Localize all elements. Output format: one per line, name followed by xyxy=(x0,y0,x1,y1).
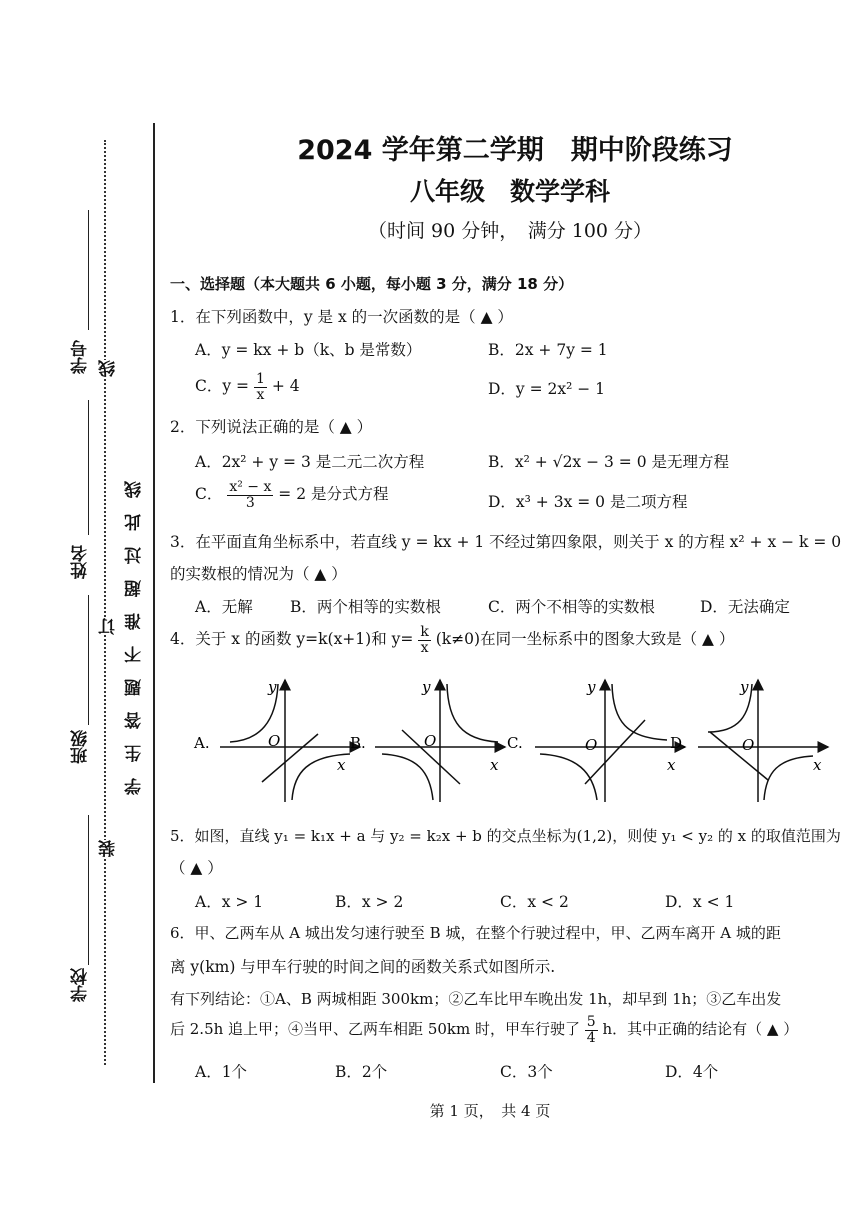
q2-option-d: D．x³ + 3x = 0 是二项方程 xyxy=(488,493,688,511)
graph-c-hyperbola-q1 xyxy=(612,684,667,740)
class-underline xyxy=(88,595,89,725)
q6-frac-num: 5 xyxy=(586,1014,596,1030)
graph-a xyxy=(193,678,360,802)
q5-stem: 5．如图，直线 y₁ = k₁x + a 与 y₂ = k₂x + b 的交点坐标为(1,2)，则使 y₁ < y₂ 的 x 的取值范围为 xyxy=(170,827,841,845)
graph-c-label: C. xyxy=(507,734,523,752)
exam-subtitle: 八年级 数学学科 xyxy=(409,177,610,206)
school-label: 学校 xyxy=(71,968,91,1002)
graph-c-x-label: x xyxy=(667,756,676,774)
time-info: （时间 90 分钟， 满分 100 分） xyxy=(367,220,653,242)
exam-title: 2024 学年第二学期 期中阶段练习 xyxy=(297,135,733,166)
q3-option-d: D．无法确定 xyxy=(700,598,790,616)
q3-option-b: B．两个相等的实数根 xyxy=(290,598,441,616)
q2-c-suffix: = 2 是分式方程 xyxy=(278,485,389,504)
graph-a-x-label: x xyxy=(337,756,346,774)
q6-line-2: 离 y(km) 与甲车行驶的时间之间的函数关系式如图所示. xyxy=(170,958,556,976)
q6-option-d: D．4个 xyxy=(665,1063,719,1081)
graph-d-label: D. xyxy=(670,734,687,752)
graph-a-origin-label: O xyxy=(268,732,281,750)
q3-stem: 3．在平面直角坐标系中，若直线 y = kx + 1 不经过第四象限，则关于 x 的方程 x² + x − k = 0 xyxy=(170,533,842,551)
q2-c-fraction xyxy=(227,480,273,510)
binding-notice: 学生答题不准超过此线 xyxy=(125,465,145,795)
graph-b-y-label: y xyxy=(422,678,431,696)
q5-option-a: A．x > 1 xyxy=(195,893,264,911)
q1-c-prefix: C．y = xyxy=(195,377,250,396)
q6-option-b: B．2个 xyxy=(335,1063,388,1081)
graph-c-origin-label: O xyxy=(585,736,598,754)
graph-d xyxy=(670,678,828,802)
q4-graphs xyxy=(180,672,840,812)
q1-option-b: B．2x + 7y = 1 xyxy=(488,341,608,359)
graph-b-origin-label: O xyxy=(424,732,437,750)
q6-option-c: C．3个 xyxy=(500,1063,553,1081)
student-id-underline xyxy=(88,210,89,330)
graph-d-x-label: x xyxy=(813,756,822,774)
graph-d-origin-label: O xyxy=(742,736,755,754)
name-underline xyxy=(88,400,89,535)
q2-option-c xyxy=(195,480,389,510)
dotted-cut-line xyxy=(104,140,106,1065)
q1-option-c xyxy=(195,372,300,402)
graph-b xyxy=(350,678,505,802)
graph-a-label: A. xyxy=(194,734,210,752)
q2-option-b: B．x² + √2x − 3 = 0 是无理方程 xyxy=(488,453,729,471)
student-id-label: 学号 xyxy=(71,340,91,374)
q6-frac-den: 4 xyxy=(586,1029,596,1046)
q4-frac-num: k xyxy=(420,624,429,640)
q6-line-1: 6．甲、乙两车从 A 城出发匀速行驶至 B 城，在整个行驶过程中，甲、乙两车离开 A 城的距 xyxy=(170,924,781,942)
q1-c-suffix: + 4 xyxy=(271,377,300,396)
q1-stem: 1．在下列函数中，y 是 x 的一次函数的是（ ▲ ） xyxy=(170,308,513,326)
q1-option-a: A．y = kx + b（k、b 是常数） xyxy=(195,341,422,359)
q1-c-num: 1 xyxy=(255,371,265,387)
graph-d-line xyxy=(710,732,768,780)
q6-fraction xyxy=(585,1015,598,1045)
graph-a-y-label: y xyxy=(268,678,277,696)
q4-fraction xyxy=(418,625,430,655)
q2-c-num: x² − x xyxy=(229,479,272,495)
graph-c-y-label: y xyxy=(587,678,596,696)
section-heading: 一、选择题（本大题共 6 小题，每小题 3 分，满分 18 分） xyxy=(170,275,574,293)
q2-option-a: A．2x² + y = 3 是二元二次方程 xyxy=(195,453,425,471)
q6-line-4-prefix: 后 2.5h 追上甲；④当甲、乙两车相距 50km 时，甲车行驶了 xyxy=(170,1020,580,1039)
graph-d-y-label: y xyxy=(740,678,749,696)
q6-option-a: A．1个 xyxy=(195,1063,248,1081)
q5-option-d: D．x < 1 xyxy=(665,893,735,911)
q6-line-4 xyxy=(170,1015,798,1045)
q1-c-fraction xyxy=(254,372,267,402)
graph-b-label: B. xyxy=(350,734,366,752)
graph-b-hyperbola-q3 xyxy=(382,754,433,800)
q1-c-den: x xyxy=(256,386,265,403)
binding-order-label: 订 xyxy=(96,618,121,635)
q4-frac-den: x xyxy=(420,639,429,656)
q4-stem-suffix: (k≠0)在同一坐标系中的图象大致是（ ▲ ） xyxy=(435,630,735,649)
q3-option-a: A．无解 xyxy=(195,598,253,616)
q1-option-d: D．y = 2x² − 1 xyxy=(488,380,606,398)
margin-separator-line xyxy=(153,123,155,1083)
class-label: 班级 xyxy=(71,730,91,764)
q6-line-3: 有下列结论：①A、B 两城相距 300km；②乙车比甲车晚出发 1h，却早到 1h；③乙车出发 xyxy=(170,990,782,1008)
q4-stem-prefix: 4．关于 x 的函数 y=k(x+1)和 y= xyxy=(170,630,414,649)
name-label: 姓名 xyxy=(71,545,91,579)
q2-c-den: 3 xyxy=(245,494,255,511)
school-underline xyxy=(88,815,89,965)
graph-b-hyperbola-q1 xyxy=(447,684,498,742)
q5-option-b: B．x > 2 xyxy=(335,893,404,911)
binding-line-label: 线 xyxy=(96,360,121,377)
binding-bind-label: 装 xyxy=(96,840,121,857)
graph-b-x-label: x xyxy=(490,756,499,774)
q5-option-c: C．x < 2 xyxy=(500,893,569,911)
q2-stem: 2．下列说法正确的是（ ▲ ） xyxy=(170,418,373,436)
graph-d-hyperbola-q4 xyxy=(764,756,813,800)
graph-c-hyperbola-q3 xyxy=(540,754,597,800)
graph-c xyxy=(507,678,685,802)
q2-c-prefix: C． xyxy=(195,485,223,504)
q3-option-c: C．两个不相等的实数根 xyxy=(488,598,655,616)
q6-line-4-suffix: h．其中正确的结论有（ ▲ ） xyxy=(602,1020,799,1039)
q3-stem-2: 的实数根的情况为（ ▲ ） xyxy=(170,565,347,583)
q5-stem-2: （ ▲ ） xyxy=(170,859,223,877)
q4-stem xyxy=(170,625,734,655)
page-number: 第 1 页， 共 4 页 xyxy=(429,1102,551,1120)
